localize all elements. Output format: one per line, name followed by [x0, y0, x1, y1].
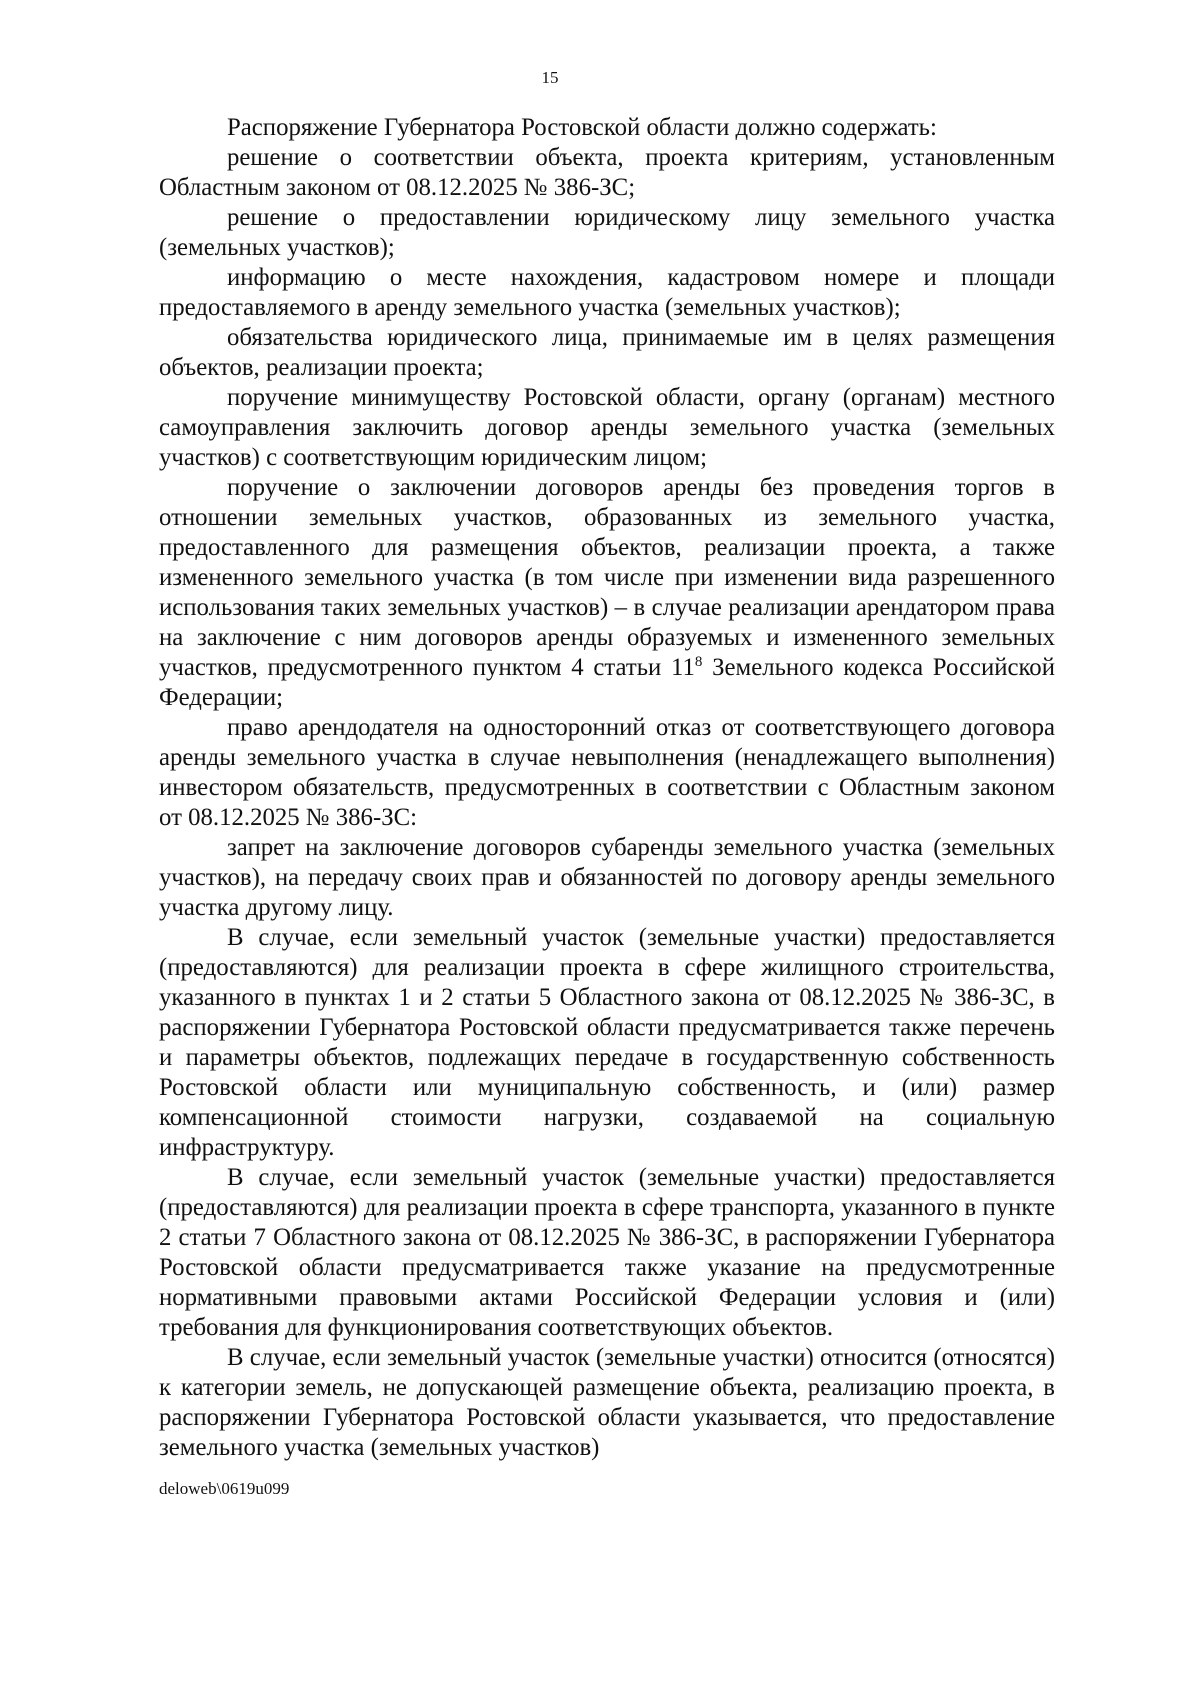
paragraph-decision-criteria: решение о соответствии объекта, проекта критериям, установленным Областным законом от 08.12.2025 № 386-ЗС;: [159, 144, 1055, 201]
paragraph-intro: Распоряжение Губернатора Ростовской области должно содержать:: [227, 114, 937, 141]
paragraph-decision-land-grant: решение о предоставлении юридическому лицу земельного участка (земельных участков);: [159, 204, 1055, 261]
article-superscript: 8: [694, 654, 703, 670]
paragraph-lease-without-auction: [159, 473, 1055, 713]
paragraph-transport: В случае, если земельный участок (земельные участки) предоставляется (предоставляются) для реализации проекта в сфере транспорта, указанного в пункте 2 статьи 7 Областного закона от 08.12.2025 № 386-ЗС, в распоряжении Губернатора Ростовской области предусматривается также указание на предусмотренные нормативными правовыми актами Российской Федерации условия и (или) требования для функционирования соответствующих объектов.: [159, 1164, 1055, 1341]
paragraph-plot-information: информацию о месте нахождения, кадастровом номере и площади предоставляемого в аренду земельного участка (земельных участков);: [159, 264, 1055, 321]
paragraph-sublease-ban: запрет на заключение договоров субаренды земельного участка (земельных участков), на передачу своих прав и обязанностей по договору аренды земельного участка другому лицу.: [159, 834, 1055, 921]
paragraph-housing-construction: В случае, если земельный участок (земельные участки) предоставляется (предоставляются) для реализации проекта в сфере жилищного строительства, указанного в пунктах 1 и 2 статьи 5 Областного закона от 08.12.2025 № 386-ЗС, в распоряжении Губернатора Ростовской области предусматривается также перечень и параметры объектов, подлежащих передаче в государственную собственность Ростовской области или муниципальную собственность, и (или) размер компенсационной стоимости нагрузки, создаваемой на социальную инфраструктуру.: [159, 924, 1055, 1161]
paragraph-lease-without-auction-text: поручение о заключении договоров аренды без проведения торгов в отношении земельных участков, образованных из земельного участка, предоставленного для размещения объектов, реализации проекта, а также измененного земельного участка (в том числе при изменении вида разрешенного использования таких земельных участков) – в случае реализации арендатором права на заключение с ним договоров аренды образуемых и измененного земельных участков, предусмотренного пунктом 4 статьи 11: [159, 474, 1055, 681]
page-number: 15: [541, 68, 559, 87]
paragraph-land-category: В случае, если земельный участок (земельные участки) относится (относятся) к категории земель, не допускающей размещение объекта, реализацию проекта, в распоряжении Губернатора Ростовской области указывается, что предоставление земельного участка (земельных участков): [159, 1344, 1055, 1461]
paragraph-unilateral-refusal: право арендодателя на односторонний отказ от соответствующего договора аренды земельного участка в случае невыполнения (ненадлежащего выполнения) инвестором обязательств, предусмотренных в соответствии с Областным законом от 08.12.2025 № 386-ЗС:: [159, 714, 1055, 831]
document-footer-code: deloweb\0619u099: [159, 1479, 290, 1498]
document-body: [159, 113, 1055, 1463]
paragraph-obligations: обязательства юридического лица, принимаемые им в целях размещения объектов, реализации проекта;: [159, 324, 1055, 381]
paragraph-lease-without-auction-end: Земельного кодекса Российской Федерации;: [159, 654, 1055, 711]
paragraph-lease-instruction: поручение минимуществу Ростовской области, органу (органам) местного самоуправления заключить договор аренды земельного участка (земельных участков) с соответствующим юридическим лицом;: [159, 384, 1055, 471]
